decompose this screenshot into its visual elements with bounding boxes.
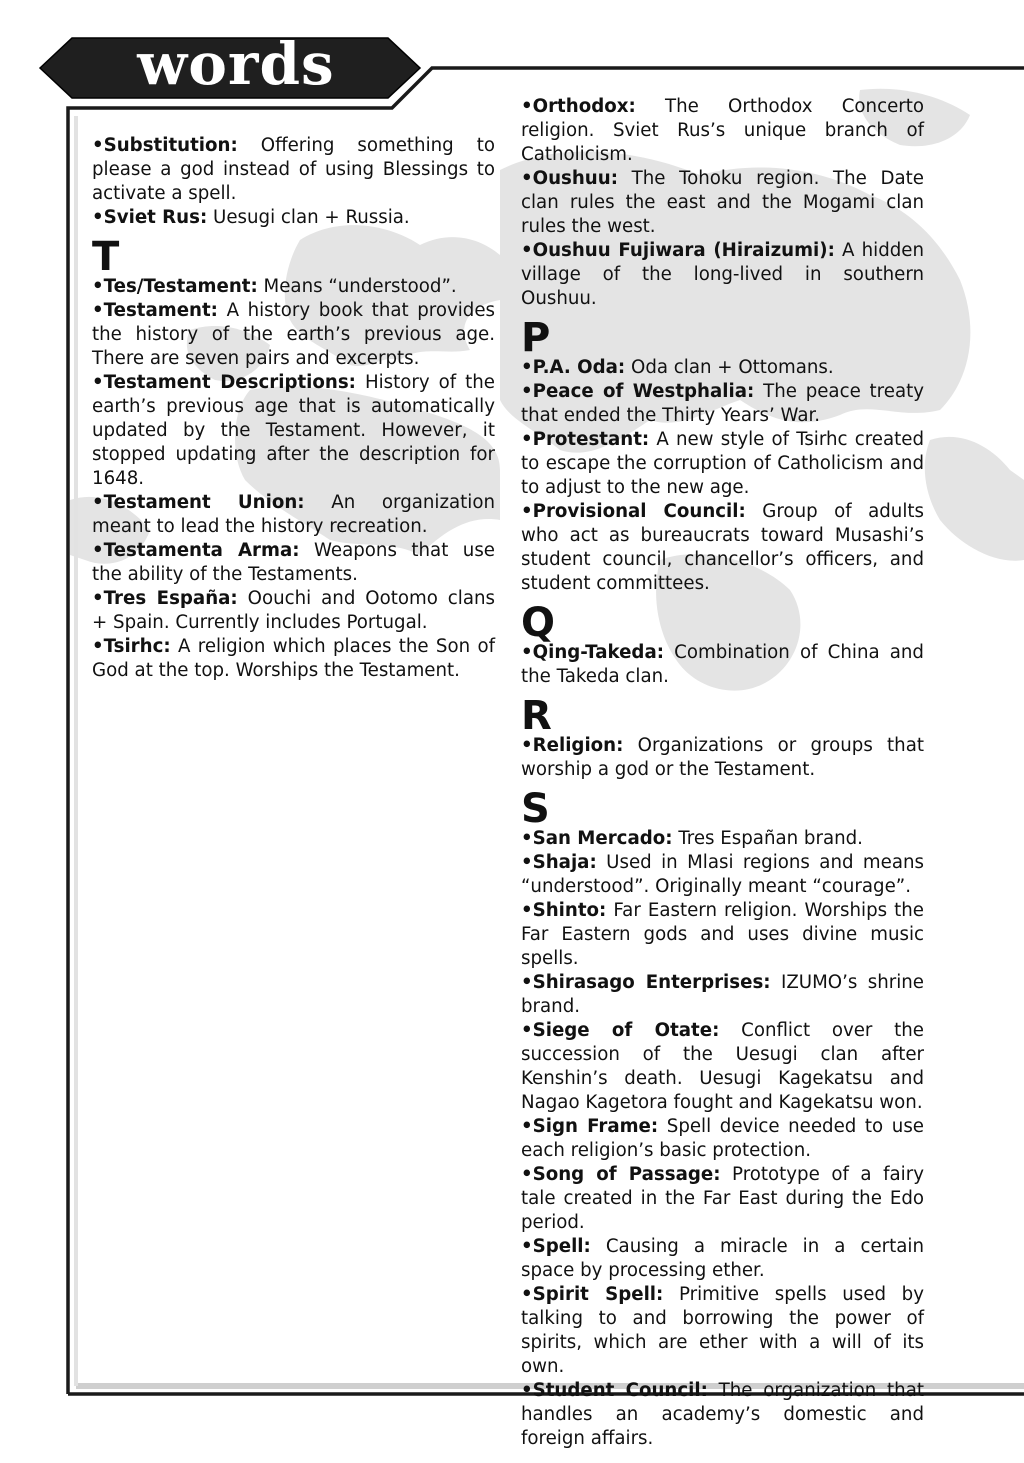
glossary-entry	[521, 1115, 924, 1163]
glossary-definition: Combination of China and the Takeda clan.	[521, 642, 924, 687]
glossary-term: •Sviet Rus:	[92, 207, 208, 228]
glossary-term: •Testamenta Arma:	[92, 540, 300, 561]
glossary-entry	[521, 95, 924, 167]
glossary-term: •Testament:	[92, 300, 218, 321]
glossary-entry	[92, 539, 495, 587]
glossary-entry	[521, 500, 924, 596]
glossary-term: •Shirasago Enterprises:	[521, 972, 771, 993]
glossary-term: •Sign Frame:	[521, 1116, 659, 1137]
glossary-entry	[521, 356, 924, 380]
glossary-entry	[521, 899, 924, 971]
glossary-definition: Means “understood”.	[263, 276, 457, 297]
glossary-definition: Used in Mlasi regions and means “understood”. Originally meant “courage”.	[521, 852, 924, 897]
glossary-term: •Siege of Otate:	[521, 1020, 720, 1041]
glossary-entry	[521, 1163, 924, 1235]
glossary-entry	[92, 491, 495, 539]
glossary-term: •Oushuu Fujiwara (Hiraizumi):	[521, 240, 835, 261]
glossary-definition: IZUMO’s shrine brand.	[521, 972, 924, 1017]
glossary-entry	[521, 827, 924, 851]
glossary-term: •Tsirhc:	[92, 636, 171, 657]
glossary-term: •Testament Union:	[92, 492, 305, 513]
glossary-definition: Spell device needed to use each religion’s basic protection.	[521, 1116, 924, 1161]
glossary-right-column	[521, 95, 924, 1451]
glossary-term: •Song of Passage:	[521, 1164, 721, 1185]
glossary-left-column	[92, 134, 495, 683]
glossary-term: •Protestant:	[521, 429, 650, 450]
glossary-entry	[521, 1283, 924, 1379]
glossary-definition: A religion which places the Son of God at the top. Worships the Testament.	[92, 636, 495, 681]
section-letter-r: R	[521, 693, 552, 739]
glossary-term: •Testament Descriptions:	[92, 372, 356, 393]
glossary-definition: A new style of Tsirhc created to escape the corruption of Catholicism and to adjust to the new age.	[521, 429, 924, 498]
glossary-term: •Orthodox:	[521, 96, 636, 117]
glossary-entry	[521, 971, 924, 1019]
section-letter-t: T	[92, 234, 120, 280]
glossary-definition: Conflict over the succession of the Uesugi clan after Kenshin’s death. Uesugi Kagekatsu and Nagao Kagetora fought and Kagekatsu won.	[521, 1020, 924, 1113]
glossary-definition: The Orthodox Concerto religion. Sviet Rus’s unique branch of Catholicism.	[521, 96, 924, 165]
glossary-entry	[92, 635, 495, 683]
glossary-definition: Tres Españan brand.	[678, 828, 863, 849]
glossary-term: •Substitution:	[92, 135, 238, 156]
glossary-entry	[521, 1379, 924, 1451]
glossary-definition: The peace treaty that ended the Thirty Years’ War.	[521, 381, 924, 426]
glossary-term: •Tres España:	[92, 588, 238, 609]
glossary-term: •Oushuu:	[521, 168, 618, 189]
glossary-definition: Offering something to please a god instead of using Blessings to activate a spell.	[92, 135, 495, 204]
glossary-entry	[521, 380, 924, 428]
glossary-term: •Shinto:	[521, 900, 607, 921]
glossary-entry	[521, 641, 924, 689]
glossary-definition: Prototype of a fairy tale created in the Far East during the Edo period.	[521, 1164, 924, 1233]
glossary-definition: The Tohoku region. The Date clan rules the east and the Mogami clan rules the west.	[521, 168, 924, 237]
glossary-entry	[521, 1019, 924, 1115]
glossary-entry	[92, 275, 495, 299]
section-letter-q: Q	[521, 600, 556, 646]
glossary-entry	[521, 851, 924, 899]
glossary-entry	[92, 299, 495, 371]
glossary-entry	[521, 1235, 924, 1283]
glossary-term: •Spirit Spell:	[521, 1284, 664, 1305]
glossary-definition: Oouchi and Ootomo clans + Spain. Currently includes Portugal.	[92, 588, 496, 633]
glossary-definition: Far Eastern religion. Worships the Far Eastern gods and uses divine music spells.	[521, 900, 924, 969]
glossary-entry	[521, 239, 924, 311]
glossary-entry	[92, 134, 495, 206]
glossary-definition: Weapons that use the ability of the Testaments.	[92, 540, 495, 585]
glossary-entry	[521, 167, 924, 239]
glossary-entry	[92, 371, 495, 491]
glossary-entry	[521, 428, 924, 500]
glossary-term: •Provisional Council:	[521, 501, 746, 522]
glossary-definition: Organizations or groups that worship a god or the Testament.	[521, 735, 924, 780]
section-letter-p: P	[521, 315, 551, 361]
glossary-term: •Peace of Westphalia:	[521, 381, 755, 402]
glossary-definition: Oda clan + Ottomans.	[631, 357, 834, 378]
glossary-definition: The organization that handles an academy’s domestic and foreign affairs.	[521, 1380, 924, 1449]
glossary-definition: Uesugi clan + Russia.	[213, 207, 410, 228]
glossary-definition: A hidden village of the long-lived in southern Oushuu.	[521, 240, 924, 309]
glossary-definition: Causing a miracle in a certain space by processing ether.	[521, 1236, 924, 1281]
section-letter-s: S	[521, 786, 550, 832]
glossary-term: •Tes/Testament:	[92, 276, 258, 297]
glossary-term: •Student Council:	[521, 1380, 708, 1401]
glossary-entry	[92, 206, 495, 230]
glossary-term: •San Mercado:	[521, 828, 673, 849]
glossary-term: •Religion:	[521, 735, 624, 756]
page-title: words	[137, 30, 335, 98]
glossary-term: •Shaja:	[521, 852, 597, 873]
glossary-definition: Primitive spells used by talking to and borrowing the power of spirits, which are ether with a will of its own.	[521, 1284, 924, 1377]
glossary-term: •Qing-Takeda:	[521, 642, 665, 663]
glossary-definition: History of the earth’s previous age that is automatically updated by the Testament. However, it stopped updating after the description for 1648.	[92, 372, 495, 489]
glossary-term: •Spell:	[521, 1236, 591, 1257]
glossary-definition: An organization meant to lead the history recreation.	[92, 492, 495, 537]
glossary-entry	[521, 734, 924, 782]
glossary-entry	[92, 587, 495, 635]
glossary-term: •P.A. Oda:	[521, 357, 626, 378]
glossary-definition: Group of adults who act as bureaucrats toward Musashi’s student council, chancellor’s officers, and student committees.	[521, 501, 924, 594]
glossary-definition: A history book that provides the history of the earth’s previous age. There are seven pairs and excerpts.	[92, 300, 495, 369]
